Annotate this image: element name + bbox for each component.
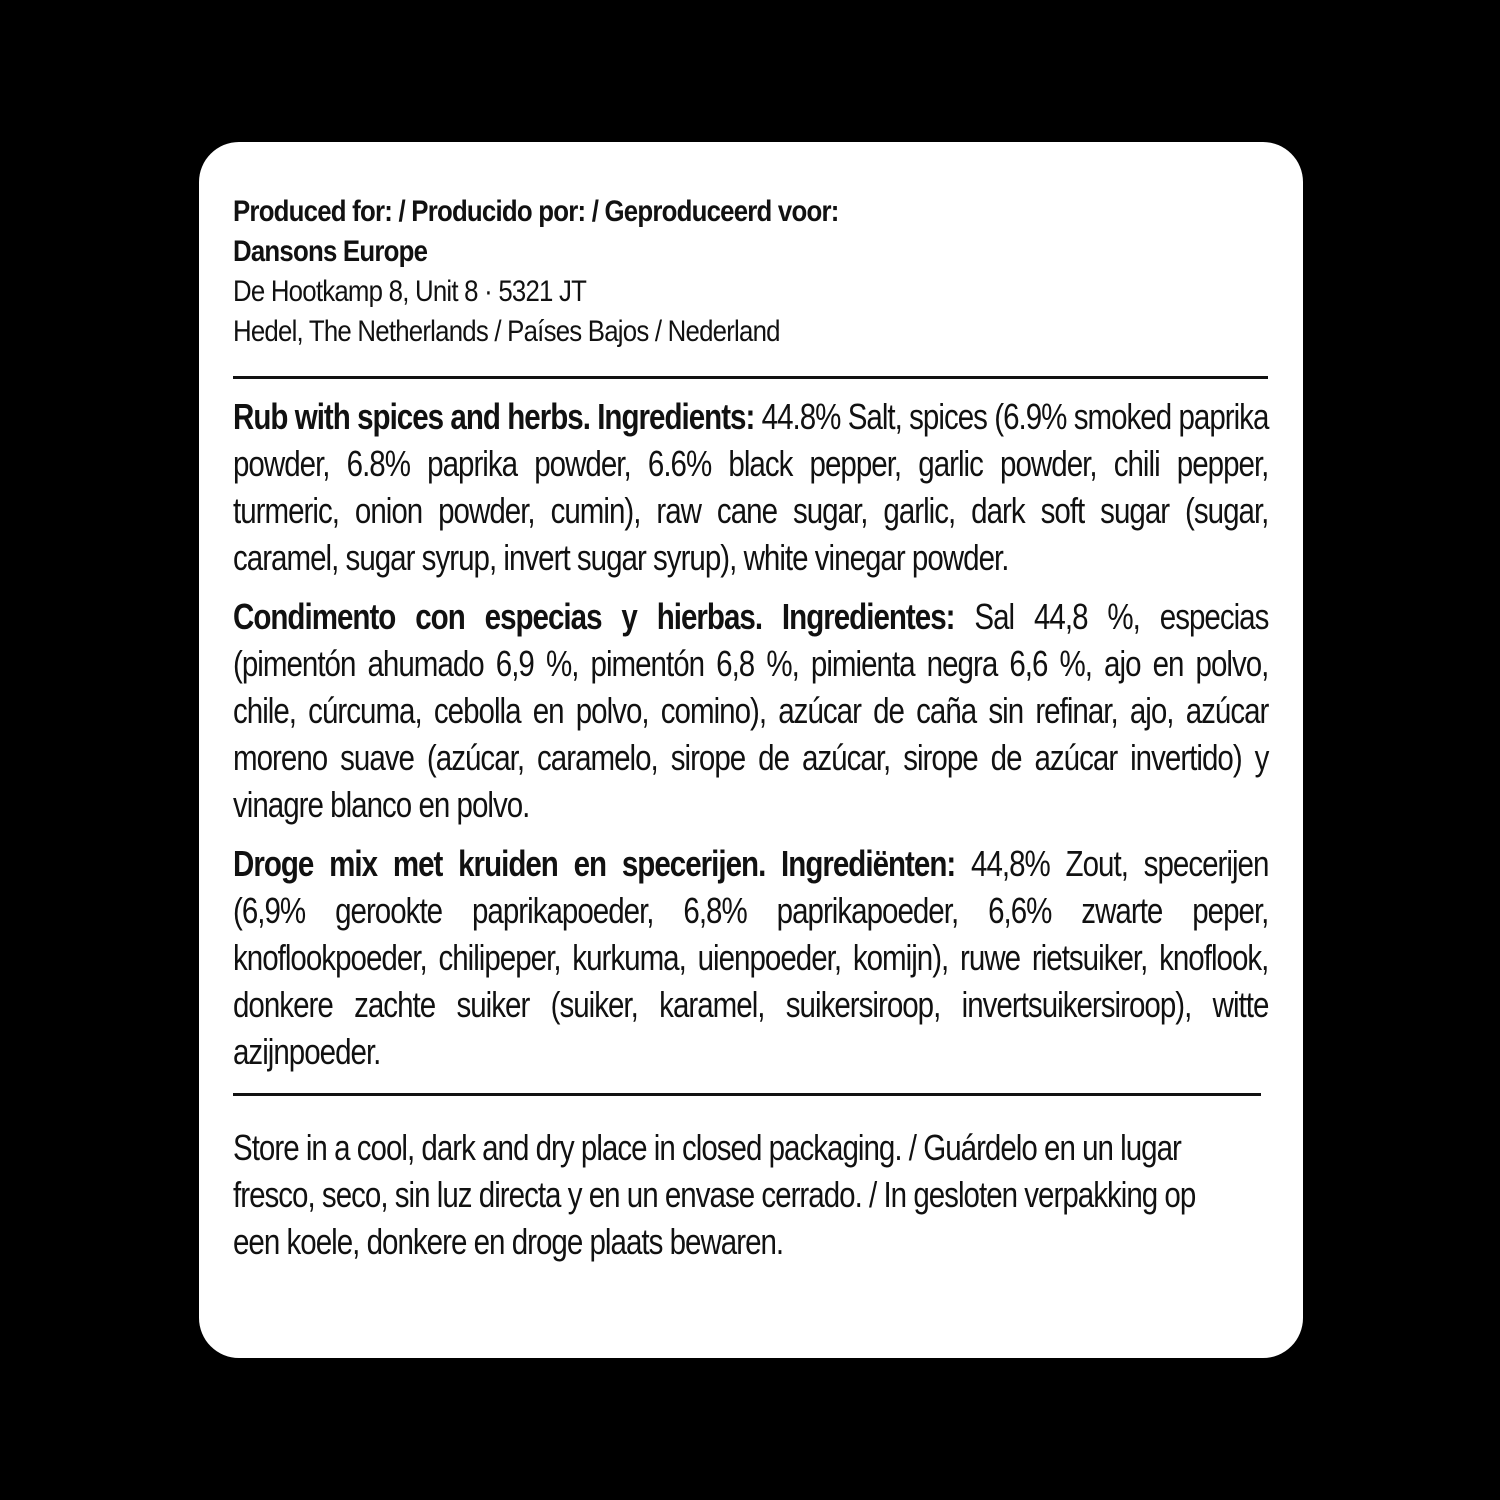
storage-line2: fresco, seco, sin luz directa y en un envase cerrado. / In gesloten verpakking op	[233, 1174, 1196, 1215]
ingredients-spanish-title: Condimento con especias y hierbas. Ingredientes:	[233, 596, 955, 637]
ingredients-english	[233, 393, 1268, 581]
ingredients-english-text: 44.8% Salt, spices (6.9% smoked paprika powder, 6.8% paprika powder, 6.6% black pepper, garlic powder, chili pepper, turmeric, onion powder, cumin), raw cane sugar, garlic, dark soft sugar (sugar, caramel, sugar syrup, invert sugar syrup), white vinegar powder.	[233, 396, 1269, 578]
producer-company: Dansons Europe	[233, 235, 428, 268]
storage-instructions	[233, 1124, 1268, 1265]
producer-heading: Produced for: / Producido por: / Geproduceerd voor:	[233, 195, 839, 228]
ingredients-english-title: Rub with spices and herbs. Ingredients:	[233, 396, 755, 437]
ingredients-section	[233, 393, 1268, 1075]
producer-address-line1: De Hootkamp 8, Unit 8 · 5321 JT	[233, 275, 587, 308]
product-label-card	[199, 142, 1303, 1358]
producer-block	[233, 192, 1266, 352]
ingredients-dutch	[233, 840, 1268, 1075]
ingredients-spanish-text: Sal 44,8 %, especias (pimentón ahumado 6,9 %, pimentón 6,8 %, pimienta negra 6,6 %, ajo en polvo, chile, cúrcuma, cebolla en polvo, comino), azúcar de caña sin refinar, ajo, azúcar moreno suave (azúcar, caramelo, sirope de azúcar, sirope de azúcar invertido) y vinagre blanco en polvo.	[233, 596, 1269, 825]
producer-address-line2: Hedel, The Netherlands / Países Bajos / Nederland	[233, 315, 780, 348]
top-divider	[233, 376, 1268, 379]
ingredients-dutch-title: Droge mix met kruiden en specerijen. Ingrediënten:	[233, 843, 956, 884]
ingredients-dutch-text: 44,8% Zout, specerijen (6,9% gerookte paprikapoeder, 6,8% paprikapoeder, 6,6% zwarte peper, knoflookpoeder, chilipeper, kurkuma, uienpoeder, komijn), ruwe rietsuiker, knoflook, donkere zachte suiker (suiker, karamel, suikersiroop, invertsuikersiroop), witte azijnpoeder.	[233, 843, 1269, 1072]
bottom-divider	[233, 1093, 1261, 1096]
storage-line3: een koele, donkere en droge plaats bewaren.	[233, 1221, 784, 1262]
storage-line1: Store in a cool, dark and dry place in closed packaging. / Guárdelo en un lugar	[233, 1127, 1181, 1168]
ingredients-spanish	[233, 593, 1268, 828]
